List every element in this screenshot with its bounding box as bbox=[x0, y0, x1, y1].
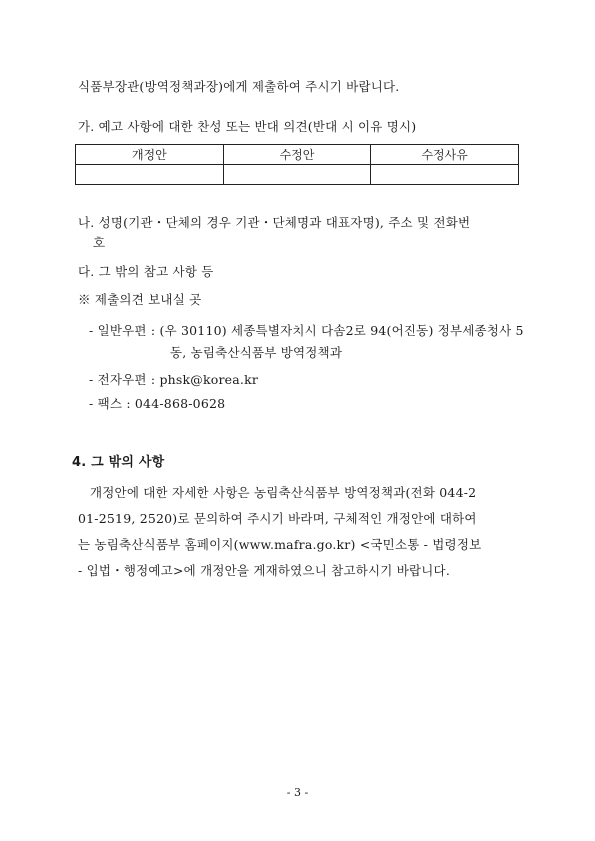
item-da: 다. 그 밖의 참고 사항 등 bbox=[78, 264, 214, 279]
table-cell bbox=[76, 165, 224, 185]
mail-line2: 동, 농림축산식품부 방역정책과 bbox=[170, 345, 343, 360]
table-row bbox=[76, 165, 519, 185]
header-revised-draft: 수정안 bbox=[223, 145, 371, 165]
page-number: - 3 - bbox=[286, 786, 309, 799]
opinion-table bbox=[75, 144, 519, 185]
section4-line4: - 입법・행정예고>에 개정안을 게재하였으니 참고하시기 바랍니다. bbox=[78, 563, 450, 578]
header-current-draft: 개정안 bbox=[76, 145, 224, 165]
header-revision-reason: 수정사유 bbox=[371, 145, 519, 165]
fax-line: - 팩스 : 044-868-0628 bbox=[89, 396, 226, 411]
section4-line2: 01-2519, 2520)로 문의하여 주시기 바라며, 구체적인 개정안에 대하여 bbox=[78, 511, 477, 526]
table-cell bbox=[371, 165, 519, 185]
mail-line1: - 일반우편 : (우 30110) 세종특별자치시 다솜2로 94(어진동) 정부세종청사 5 bbox=[89, 323, 524, 338]
table-header-row bbox=[76, 145, 519, 165]
email-line: - 전자우편 : phsk@korea.kr bbox=[89, 372, 259, 387]
table-cell bbox=[223, 165, 371, 185]
intro-line: 식품부장관(방역정책과장)에게 제출하여 주시기 바랍니다. bbox=[78, 79, 400, 94]
item-na-line1: 나. 성명(기관・단체의 경우 기관・단체명과 대표자명), 주소 및 전화번 bbox=[78, 215, 471, 230]
submit-title: ※ 제출의견 보내실 곳 bbox=[78, 292, 202, 307]
section4-line1: 개정안에 대한 자세한 사항은 농림축산식품부 방역정책과(전화 044-2 bbox=[90, 485, 477, 500]
section4-title: 4. 그 밖의 사항 bbox=[72, 455, 165, 470]
item-na-line2: 호 bbox=[93, 235, 106, 250]
item-ga: 가. 예고 사항에 대한 찬성 또는 반대 의견(반대 시 이유 명시) bbox=[78, 119, 417, 134]
section4-line3: 는 농림축산식품부 홈페이지(www.mafra.go.kr) <국민소통 - 법령정보 bbox=[78, 537, 482, 552]
